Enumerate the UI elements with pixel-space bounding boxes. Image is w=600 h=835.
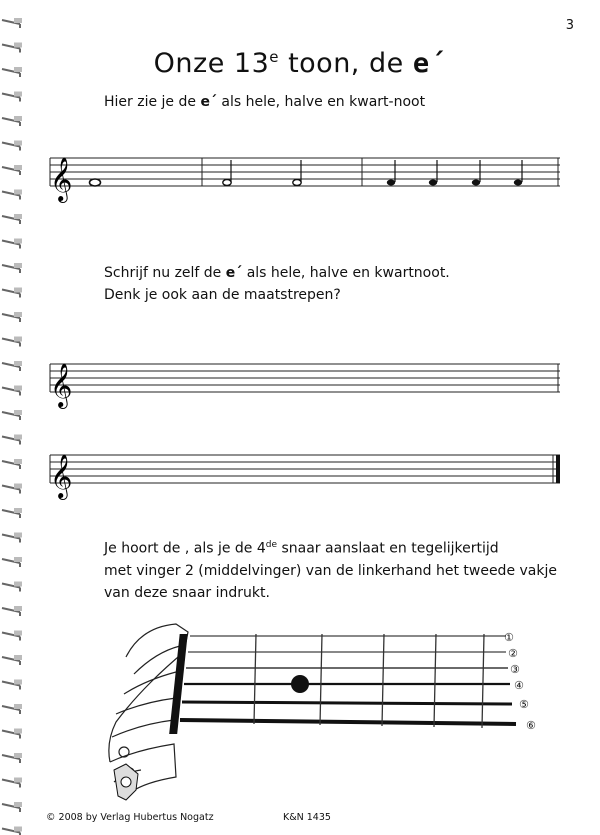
spiral-hole	[14, 802, 22, 807]
spiral-hole	[14, 337, 22, 342]
finger-position-dot	[291, 675, 309, 693]
spiral-hole	[14, 827, 22, 832]
spiral-hole	[14, 410, 22, 415]
catalog-code: K&N 1435	[283, 812, 331, 823]
final-barline	[556, 455, 560, 483]
spiral-hole	[14, 533, 22, 538]
spiral-hole	[14, 582, 22, 587]
spiral-hole	[14, 312, 22, 317]
spiral-hole	[14, 557, 22, 562]
quarter-note	[387, 160, 395, 186]
whole-note	[90, 179, 101, 186]
spiral-hole	[14, 753, 22, 758]
fretboard-diagram	[96, 612, 558, 807]
spiral-hole	[14, 606, 22, 611]
exercise-text: Schrijf nu zelf de e´ als hele, halve en kwartnoot. Denk je ook aan de maatstrepen?	[104, 265, 450, 303]
string-number: ②	[508, 647, 518, 660]
empty-staff[interactable]	[40, 445, 570, 515]
spiral-hole	[14, 190, 22, 195]
spiral-hole	[14, 43, 22, 48]
string-number: ③	[510, 663, 520, 676]
spiral-hole	[14, 141, 22, 146]
string-number: ④	[514, 679, 524, 692]
spiral-hole	[14, 116, 22, 121]
intro-text: Hier zie je de e´ als hele, halve en kwart-noot	[104, 94, 426, 110]
spiral-hole	[14, 361, 22, 366]
string-number: ⑥	[526, 719, 536, 732]
tuning-peg-icon	[114, 764, 138, 800]
page-title: Onze 13e toon, de e´	[153, 48, 447, 79]
string-number: ①	[504, 631, 514, 644]
spiral-hole	[14, 655, 22, 660]
spiral-hole	[14, 92, 22, 97]
quarter-note	[514, 160, 522, 186]
copyright: © 2008 by Verlag Hubertus Nogatz	[46, 812, 214, 823]
treble-clef-icon: 𝄞	[50, 454, 73, 498]
spiral-hole	[14, 288, 22, 293]
page-number: 3	[565, 18, 574, 33]
spiral-binding	[0, 0, 28, 835]
empty-staff[interactable]	[40, 354, 570, 424]
spiral-hole	[14, 214, 22, 219]
spiral-hole	[14, 680, 22, 685]
half-note	[223, 160, 231, 186]
spiral-hole	[14, 263, 22, 268]
music-staff-example	[40, 148, 570, 218]
spiral-hole	[14, 778, 22, 783]
spiral-hole	[14, 704, 22, 709]
spiral-hole	[14, 18, 22, 23]
string-number: ⑤	[519, 698, 529, 711]
spiral-hole	[14, 729, 22, 734]
spiral-hole	[14, 484, 22, 489]
instruction-text: Je hoort de , als je de 4de snaar aanslaat en tegelijkertijd met vinger 2 (middelvinger) van de linkerhand het tweede vakje van deze snaar indrukt.	[104, 540, 557, 601]
quarter-note	[472, 160, 480, 186]
spiral-hole	[14, 631, 22, 636]
spiral-hole	[14, 508, 22, 513]
spiral-hole	[14, 459, 22, 464]
spiral-hole	[14, 165, 22, 170]
treble-clef-icon: 𝄞	[50, 363, 73, 407]
half-note	[293, 160, 301, 186]
spiral-hole	[14, 386, 22, 391]
quarter-note	[429, 160, 437, 186]
treble-clef-icon: 𝄞	[50, 157, 73, 201]
spiral-hole	[14, 435, 22, 440]
spiral-hole	[14, 239, 22, 244]
